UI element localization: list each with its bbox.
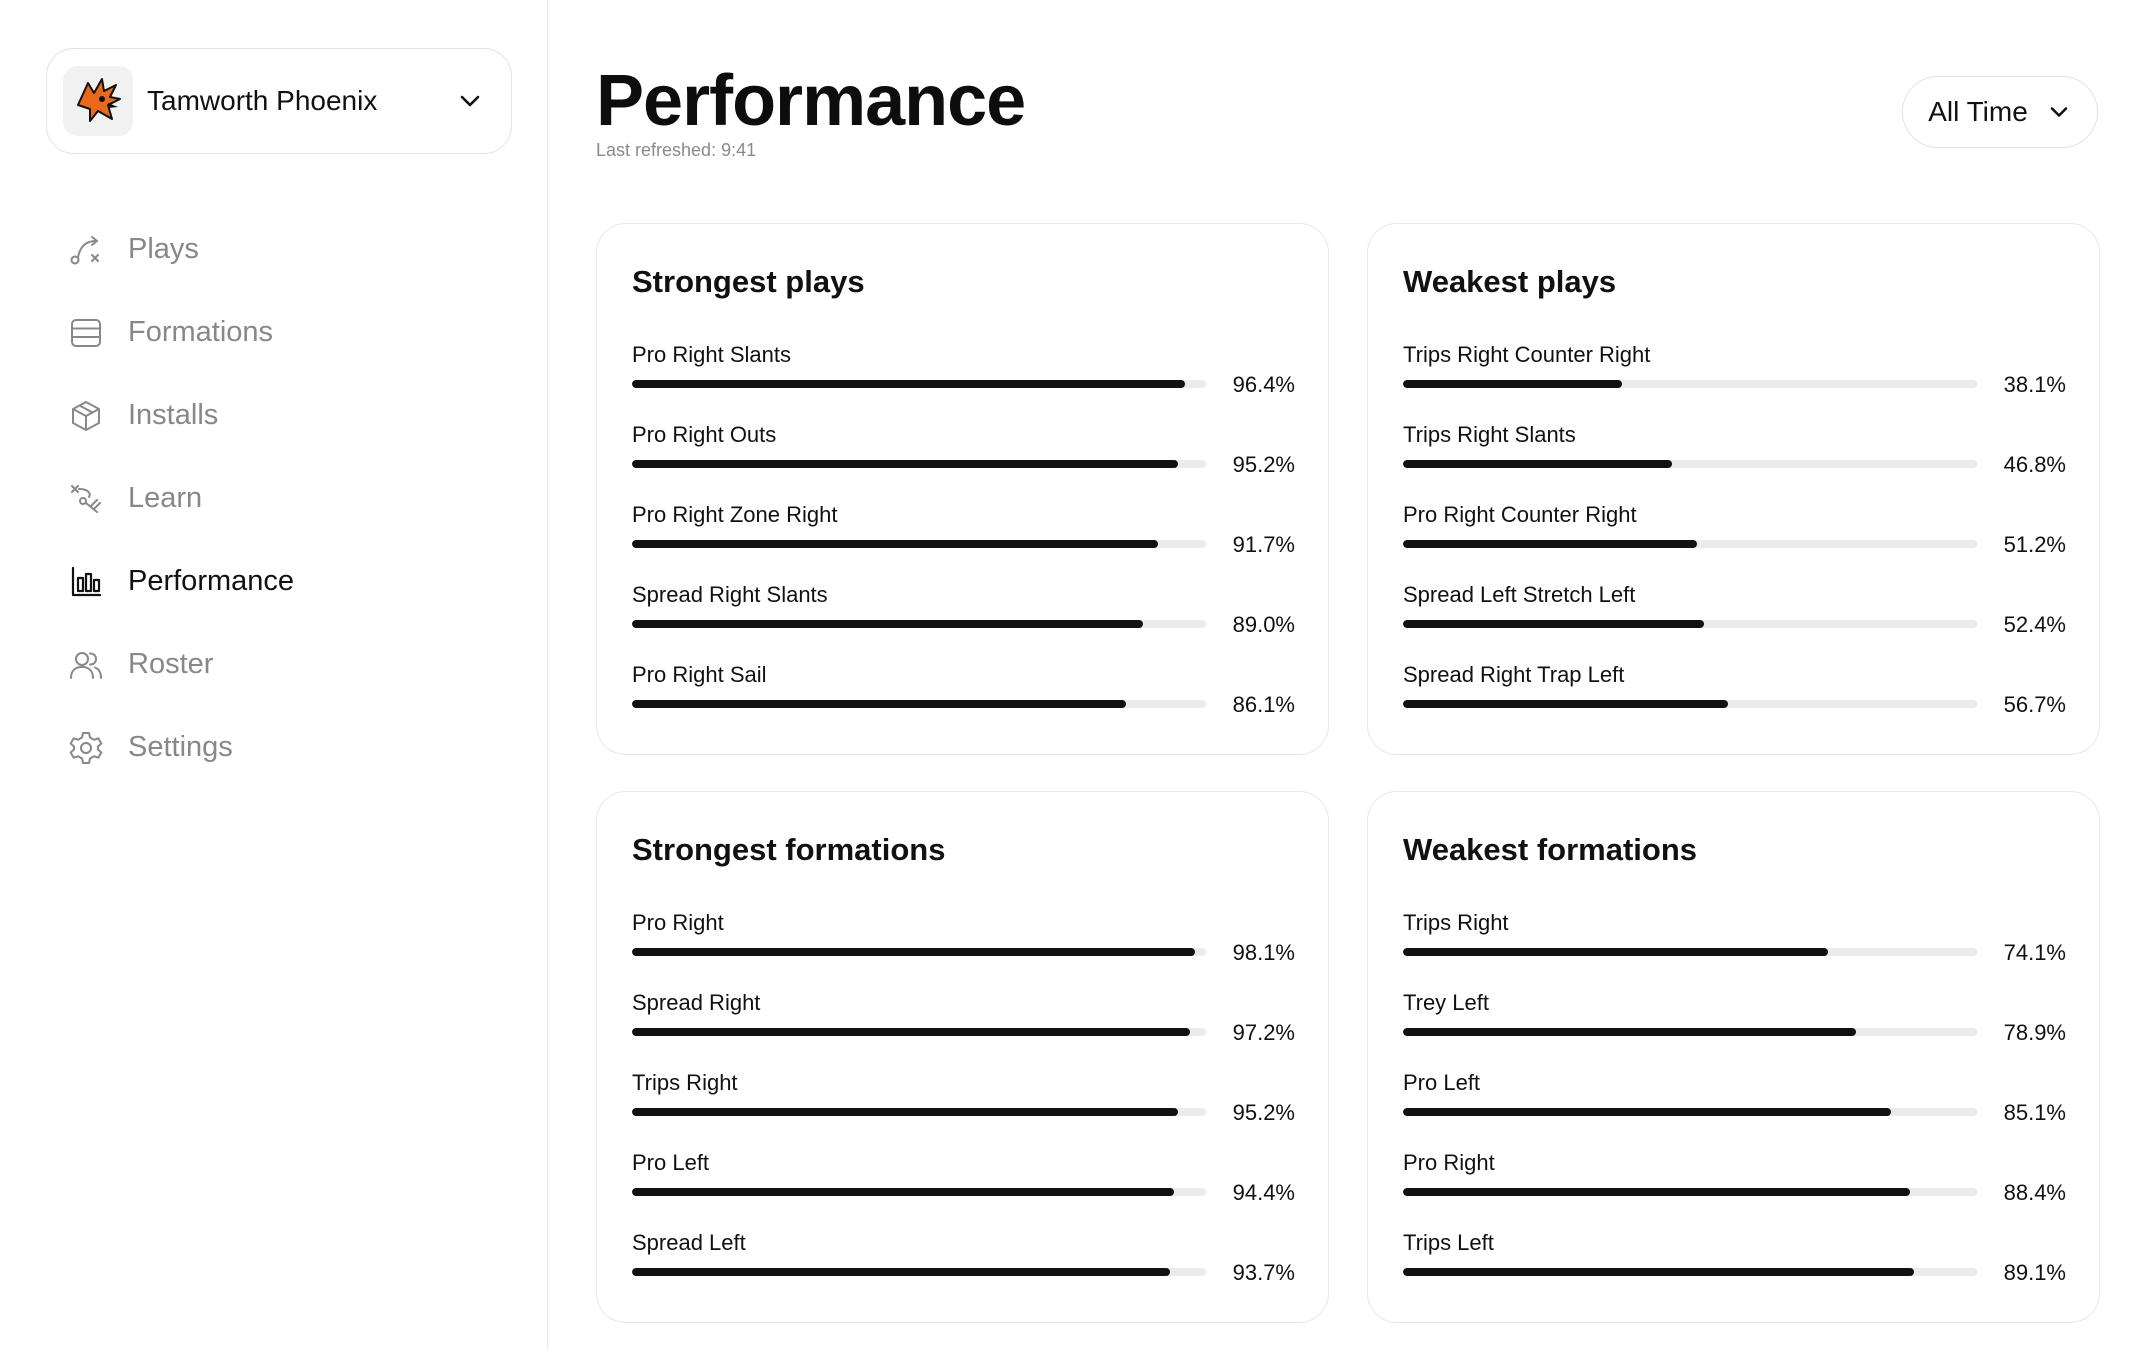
- sidebar-item-label: Plays: [128, 233, 199, 265]
- progress-fill: [1403, 1108, 1891, 1116]
- sidebar: [0, 0, 548, 1349]
- stat-row[interactable]: [632, 1070, 1295, 1150]
- last-refreshed: Last refreshed: 9:41: [596, 140, 757, 160]
- progress-track: [1403, 380, 1977, 388]
- stat-list: [632, 342, 1295, 742]
- team-logo: [63, 66, 133, 136]
- weakest-plays-card: [1367, 223, 2100, 755]
- stat-row[interactable]: [1403, 502, 2066, 582]
- stat-value: 89.1%: [2003, 1260, 2066, 1285]
- team-selector[interactable]: [46, 48, 512, 154]
- stat-value: 86.1%: [1232, 692, 1295, 717]
- sidebar-item-label: Installs: [128, 399, 219, 431]
- stat-label: Pro Right Slants: [632, 342, 791, 367]
- stat-row[interactable]: [1403, 990, 2066, 1070]
- stat-row[interactable]: [1403, 662, 2066, 742]
- stat-value: 91.7%: [1232, 532, 1295, 557]
- stat-value: 46.8%: [2003, 452, 2066, 477]
- stat-label: Pro Left: [1403, 1070, 1481, 1095]
- sidebar-item-performance[interactable]: [68, 540, 508, 623]
- stat-list: [1403, 910, 2066, 1310]
- progress-track: [632, 1188, 1206, 1196]
- learn-icon: [68, 481, 104, 517]
- progress-track: [1403, 1028, 1977, 1036]
- time-filter-dropdown[interactable]: [1902, 76, 2098, 148]
- stat-row[interactable]: [1403, 1230, 2066, 1310]
- sidebar-item-label: Learn: [128, 482, 203, 514]
- progress-track: [632, 380, 1206, 388]
- progress-fill: [632, 460, 1178, 468]
- sidebar-item-label: Formations: [128, 316, 274, 348]
- progress-fill: [1403, 1028, 1856, 1036]
- stat-value: 52.4%: [2003, 612, 2066, 637]
- stat-value: 88.4%: [2003, 1180, 2066, 1205]
- stat-label: Trips Right Slants: [1403, 422, 1576, 447]
- stat-label: Spread Right: [632, 990, 761, 1015]
- stat-value: 51.2%: [2003, 532, 2066, 557]
- stat-row[interactable]: [632, 342, 1295, 422]
- stat-label: Trips Right Counter Right: [1403, 342, 1651, 367]
- stat-label: Pro Right: [1403, 1150, 1495, 1175]
- stat-value: 89.0%: [1232, 612, 1295, 637]
- progress-fill: [632, 948, 1195, 956]
- stat-row[interactable]: [1403, 422, 2066, 502]
- stat-value: 78.9%: [2003, 1020, 2066, 1045]
- stat-row[interactable]: [1403, 1150, 2066, 1230]
- stat-label: Pro Right: [632, 910, 724, 935]
- progress-track: [632, 460, 1206, 468]
- stat-label: Trey Left: [1403, 990, 1489, 1015]
- stat-label: Trips Right: [632, 1070, 738, 1095]
- stat-value: 95.2%: [1232, 1100, 1295, 1125]
- stat-label: Spread Right Slants: [632, 582, 828, 607]
- progress-fill: [1403, 540, 1697, 548]
- stat-row[interactable]: [632, 910, 1295, 990]
- formation-icon: [68, 315, 104, 351]
- card-title: Weakest formations: [1403, 832, 1698, 867]
- stat-value: 95.2%: [1232, 452, 1295, 477]
- progress-track: [1403, 1268, 1977, 1276]
- progress-fill: [632, 540, 1158, 548]
- progress-track: [1403, 700, 1977, 708]
- stat-row[interactable]: [632, 990, 1295, 1070]
- progress-fill: [632, 700, 1126, 708]
- progress-track: [1403, 1108, 1977, 1116]
- progress-track: [632, 1108, 1206, 1116]
- stat-row[interactable]: [632, 662, 1295, 742]
- stat-list: [632, 910, 1295, 1310]
- weakest-formations-card: [1367, 791, 2100, 1323]
- stat-row[interactable]: [632, 502, 1295, 582]
- stat-value: 56.7%: [2003, 692, 2066, 717]
- progress-track: [1403, 540, 1977, 548]
- stat-label: Pro Right Sail: [632, 662, 767, 687]
- sidebar-item-installs[interactable]: [68, 374, 508, 457]
- stat-row[interactable]: [1403, 1070, 2066, 1150]
- stat-value: 97.2%: [1232, 1020, 1295, 1045]
- stat-list: [1403, 342, 2066, 742]
- progress-track: [632, 540, 1206, 548]
- team-name: Tamworth Phoenix: [147, 85, 378, 116]
- chevron-down-icon: [455, 86, 485, 116]
- sidebar-item-label: Settings: [128, 731, 233, 763]
- stat-label: Spread Left: [632, 1230, 746, 1255]
- strongest-formations-card: [596, 791, 1329, 1323]
- progress-fill: [1403, 380, 1622, 388]
- sidebar-item-label: Performance: [128, 565, 295, 597]
- stat-label: Trips Left: [1403, 1230, 1494, 1255]
- card-title: Weakest plays: [1403, 264, 1617, 299]
- stat-label: Trips Right: [1403, 910, 1509, 935]
- stat-label: Pro Right Counter Right: [1403, 502, 1637, 527]
- stat-label: Pro Left: [632, 1150, 710, 1175]
- stat-value: 96.4%: [1232, 372, 1295, 397]
- users-icon: [68, 647, 104, 683]
- stat-value: 94.4%: [1232, 1180, 1295, 1205]
- card-title: Strongest plays: [632, 264, 865, 299]
- bar-chart-icon: [68, 564, 104, 600]
- card-title: Strongest formations: [632, 832, 946, 867]
- stat-label: Pro Right Zone Right: [632, 502, 838, 527]
- progress-fill: [632, 380, 1185, 388]
- progress-track: [632, 700, 1206, 708]
- stat-value: 38.1%: [2003, 372, 2066, 397]
- sidebar-item-learn[interactable]: [68, 457, 508, 540]
- progress-fill: [1403, 700, 1728, 708]
- progress-track: [1403, 1188, 1977, 1196]
- stat-value: 85.1%: [2003, 1100, 2066, 1125]
- progress-track: [632, 620, 1206, 628]
- stat-row[interactable]: [1403, 582, 2066, 662]
- progress-fill: [632, 1268, 1170, 1276]
- sidebar-nav: [68, 208, 508, 789]
- stat-label: Pro Right Outs: [632, 422, 777, 447]
- chevron-down-icon: [2046, 99, 2072, 125]
- strongest-plays-card: [596, 223, 1329, 755]
- route-icon: [68, 232, 104, 268]
- stat-row[interactable]: [632, 1150, 1295, 1230]
- stat-row[interactable]: [1403, 910, 2066, 990]
- progress-track: [1403, 620, 1977, 628]
- sidebar-item-plays[interactable]: [68, 208, 508, 291]
- stat-row[interactable]: [632, 422, 1295, 502]
- stat-row[interactable]: [632, 1230, 1295, 1310]
- progress-fill: [1403, 948, 1828, 956]
- progress-track: [632, 948, 1206, 956]
- stat-label: Spread Left Stretch Left: [1403, 582, 1636, 607]
- sidebar-item-settings[interactable]: [68, 706, 508, 789]
- main-content: [596, 0, 2096, 1349]
- progress-fill: [1403, 1268, 1914, 1276]
- stat-value: 93.7%: [1232, 1260, 1295, 1285]
- sidebar-item-label: Roster: [128, 648, 214, 680]
- progress-fill: [1403, 1188, 1910, 1196]
- page-title: Performance: [596, 61, 1026, 141]
- progress-track: [632, 1268, 1206, 1276]
- package-icon: [68, 398, 104, 434]
- stat-value: 98.1%: [1232, 940, 1295, 965]
- progress-fill: [632, 1028, 1190, 1036]
- sidebar-item-roster[interactable]: [68, 623, 508, 706]
- stat-row[interactable]: [632, 582, 1295, 662]
- progress-track: [632, 1028, 1206, 1036]
- progress-fill: [632, 620, 1143, 628]
- progress-fill: [632, 1188, 1174, 1196]
- stat-row[interactable]: [1403, 342, 2066, 422]
- progress-fill: [1403, 620, 1704, 628]
- stat-value: 74.1%: [2003, 940, 2066, 965]
- progress-fill: [1403, 460, 1672, 468]
- time-filter-label: All Time: [1928, 96, 2028, 127]
- stat-label: Spread Right Trap Left: [1403, 662, 1625, 687]
- gear-icon: [68, 730, 104, 766]
- progress-track: [1403, 460, 1977, 468]
- progress-fill: [632, 1108, 1178, 1116]
- sidebar-item-formations[interactable]: [68, 291, 508, 374]
- progress-track: [1403, 948, 1977, 956]
